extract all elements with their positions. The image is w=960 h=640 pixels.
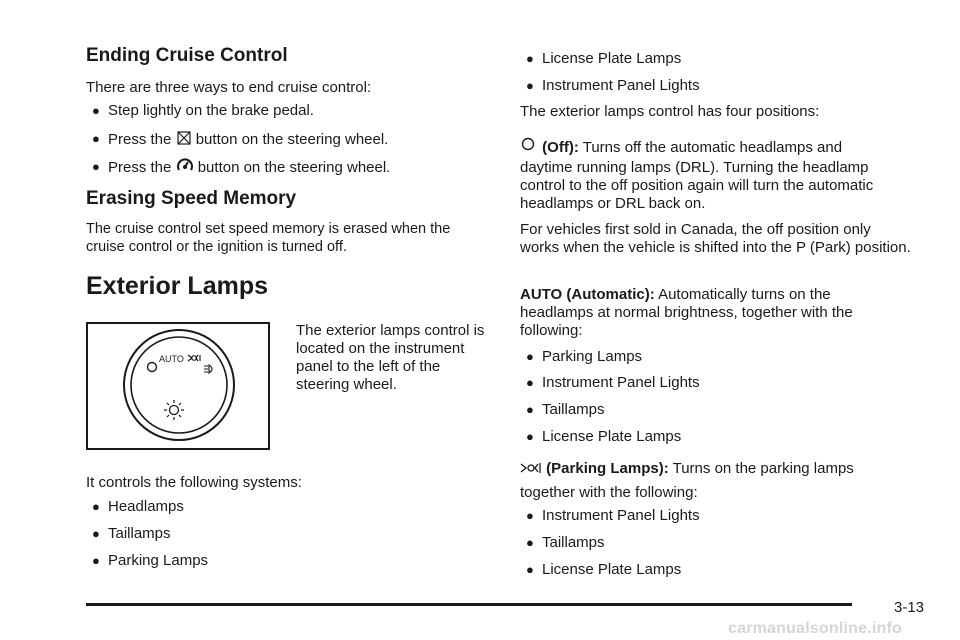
bullet-icon: ●	[526, 429, 534, 444]
list-item: ● Press the button on the steering wheel.	[86, 130, 388, 151]
bullet-icon: ●	[92, 103, 100, 118]
list-item: ● Taillamps	[92, 525, 171, 542]
bullet-icon: ●	[526, 349, 534, 364]
list-item: ● License Plate Lamps	[526, 428, 682, 445]
bullet-icon: ●	[92, 526, 100, 541]
parking-lamps-icon	[520, 461, 542, 480]
list-item: ● Instrument Panel Lights	[526, 374, 700, 391]
cruise-intro: There are three ways to end cruise control:	[86, 79, 372, 96]
list-item: ● Parking Lamps	[92, 552, 209, 569]
bullet-icon: ●	[526, 508, 534, 523]
off-position-paragraph: (Off): Turns off the automatic headlamps and daytime running lamps (DRL). Turning the headlamp control to the off position again will turn the automatic headlamps or DRL back on.	[520, 136, 912, 213]
light-bulb-symbol	[164, 400, 184, 420]
bullet-icon: ●	[526, 375, 534, 390]
page-number: 3-13	[894, 599, 925, 616]
auto-position-label: AUTO (Automatic):	[520, 286, 655, 303]
memory-text: The cruise control set speed memory is erased when the cruise control or the ignition is turned off.	[86, 221, 451, 255]
list-item: ● Headlamps	[92, 498, 184, 515]
list-item: ● License Plate Lamps	[526, 561, 682, 578]
parking-label: (Parking Lamps):	[546, 460, 669, 477]
lamp-knob-illustration	[88, 324, 268, 448]
list-item: ● Instrument Panel Lights	[526, 507, 700, 524]
footer-rule	[86, 603, 852, 606]
footer-watermark: carmanualsonline.info	[728, 620, 903, 637]
headlamp-symbol	[204, 365, 212, 373]
off-label: (Off):	[542, 139, 579, 156]
bullet-icon: ●	[526, 535, 534, 550]
list-item: ● Taillamps	[526, 534, 605, 551]
bullet-icon: ●	[92, 499, 100, 514]
list-item: ● License Plate Lamps	[526, 50, 682, 67]
exterior-lamps-heading: Exterior Lamps	[86, 272, 269, 300]
exterior-lamps-control-figure	[86, 322, 270, 450]
list-item: ● Instrument Panel Lights	[526, 77, 700, 94]
bullet-icon: ●	[526, 51, 534, 66]
auto-position-paragraph: AUTO (Automatic): Automatically turns on the headlamps at normal brightness, together with the following:	[520, 286, 912, 340]
controls-intro: It controls the following systems:	[86, 474, 302, 491]
auto-description: headlamps at normal brightness, together with the following:	[520, 304, 853, 339]
parking-lamp-symbol	[188, 355, 200, 361]
off-circle-icon	[520, 136, 538, 159]
bullet-icon: ●	[92, 159, 100, 174]
bullet-icon: ●	[92, 131, 100, 146]
auto-label: AUTO	[159, 354, 184, 364]
canada-note: For vehicles first sold in Canada, the off position only works when the vehicle is shifted into the P (Park) position.	[520, 221, 911, 256]
ending-cruise-heading: Ending Cruise Control	[86, 45, 288, 66]
positions-intro: The exterior lamps control has four positions:	[520, 103, 820, 120]
bullet-icon: ●	[92, 553, 100, 568]
parking-description: together with the following:	[520, 484, 698, 501]
bullet-icon: ●	[526, 562, 534, 577]
list-item: ● Step lightly on the brake pedal.	[92, 102, 314, 119]
list-item: ● Press the button on the steering wheel.	[86, 158, 390, 179]
parking-position-paragraph: (Parking Lamps): Turns on the parking lamps together with the following:	[520, 460, 912, 502]
list-item: ● Taillamps	[526, 401, 605, 418]
off-description: daytime running lamps (DRL). Turning the headlamp control to the off position again will turn the automatic headlamps or DRL back on.	[520, 159, 874, 212]
lamps-description: The exterior lamps control is located on the instrument panel to the left of the steering wheel.	[296, 322, 485, 393]
erasing-memory-heading: Erasing Speed Memory	[86, 188, 297, 209]
list-item: ● Parking Lamps	[526, 348, 643, 365]
bullet-icon: ●	[526, 78, 534, 93]
cancel-cruise-icon	[176, 130, 192, 151]
bullet-icon: ●	[526, 402, 534, 417]
cruise-on-off-icon	[176, 158, 194, 179]
